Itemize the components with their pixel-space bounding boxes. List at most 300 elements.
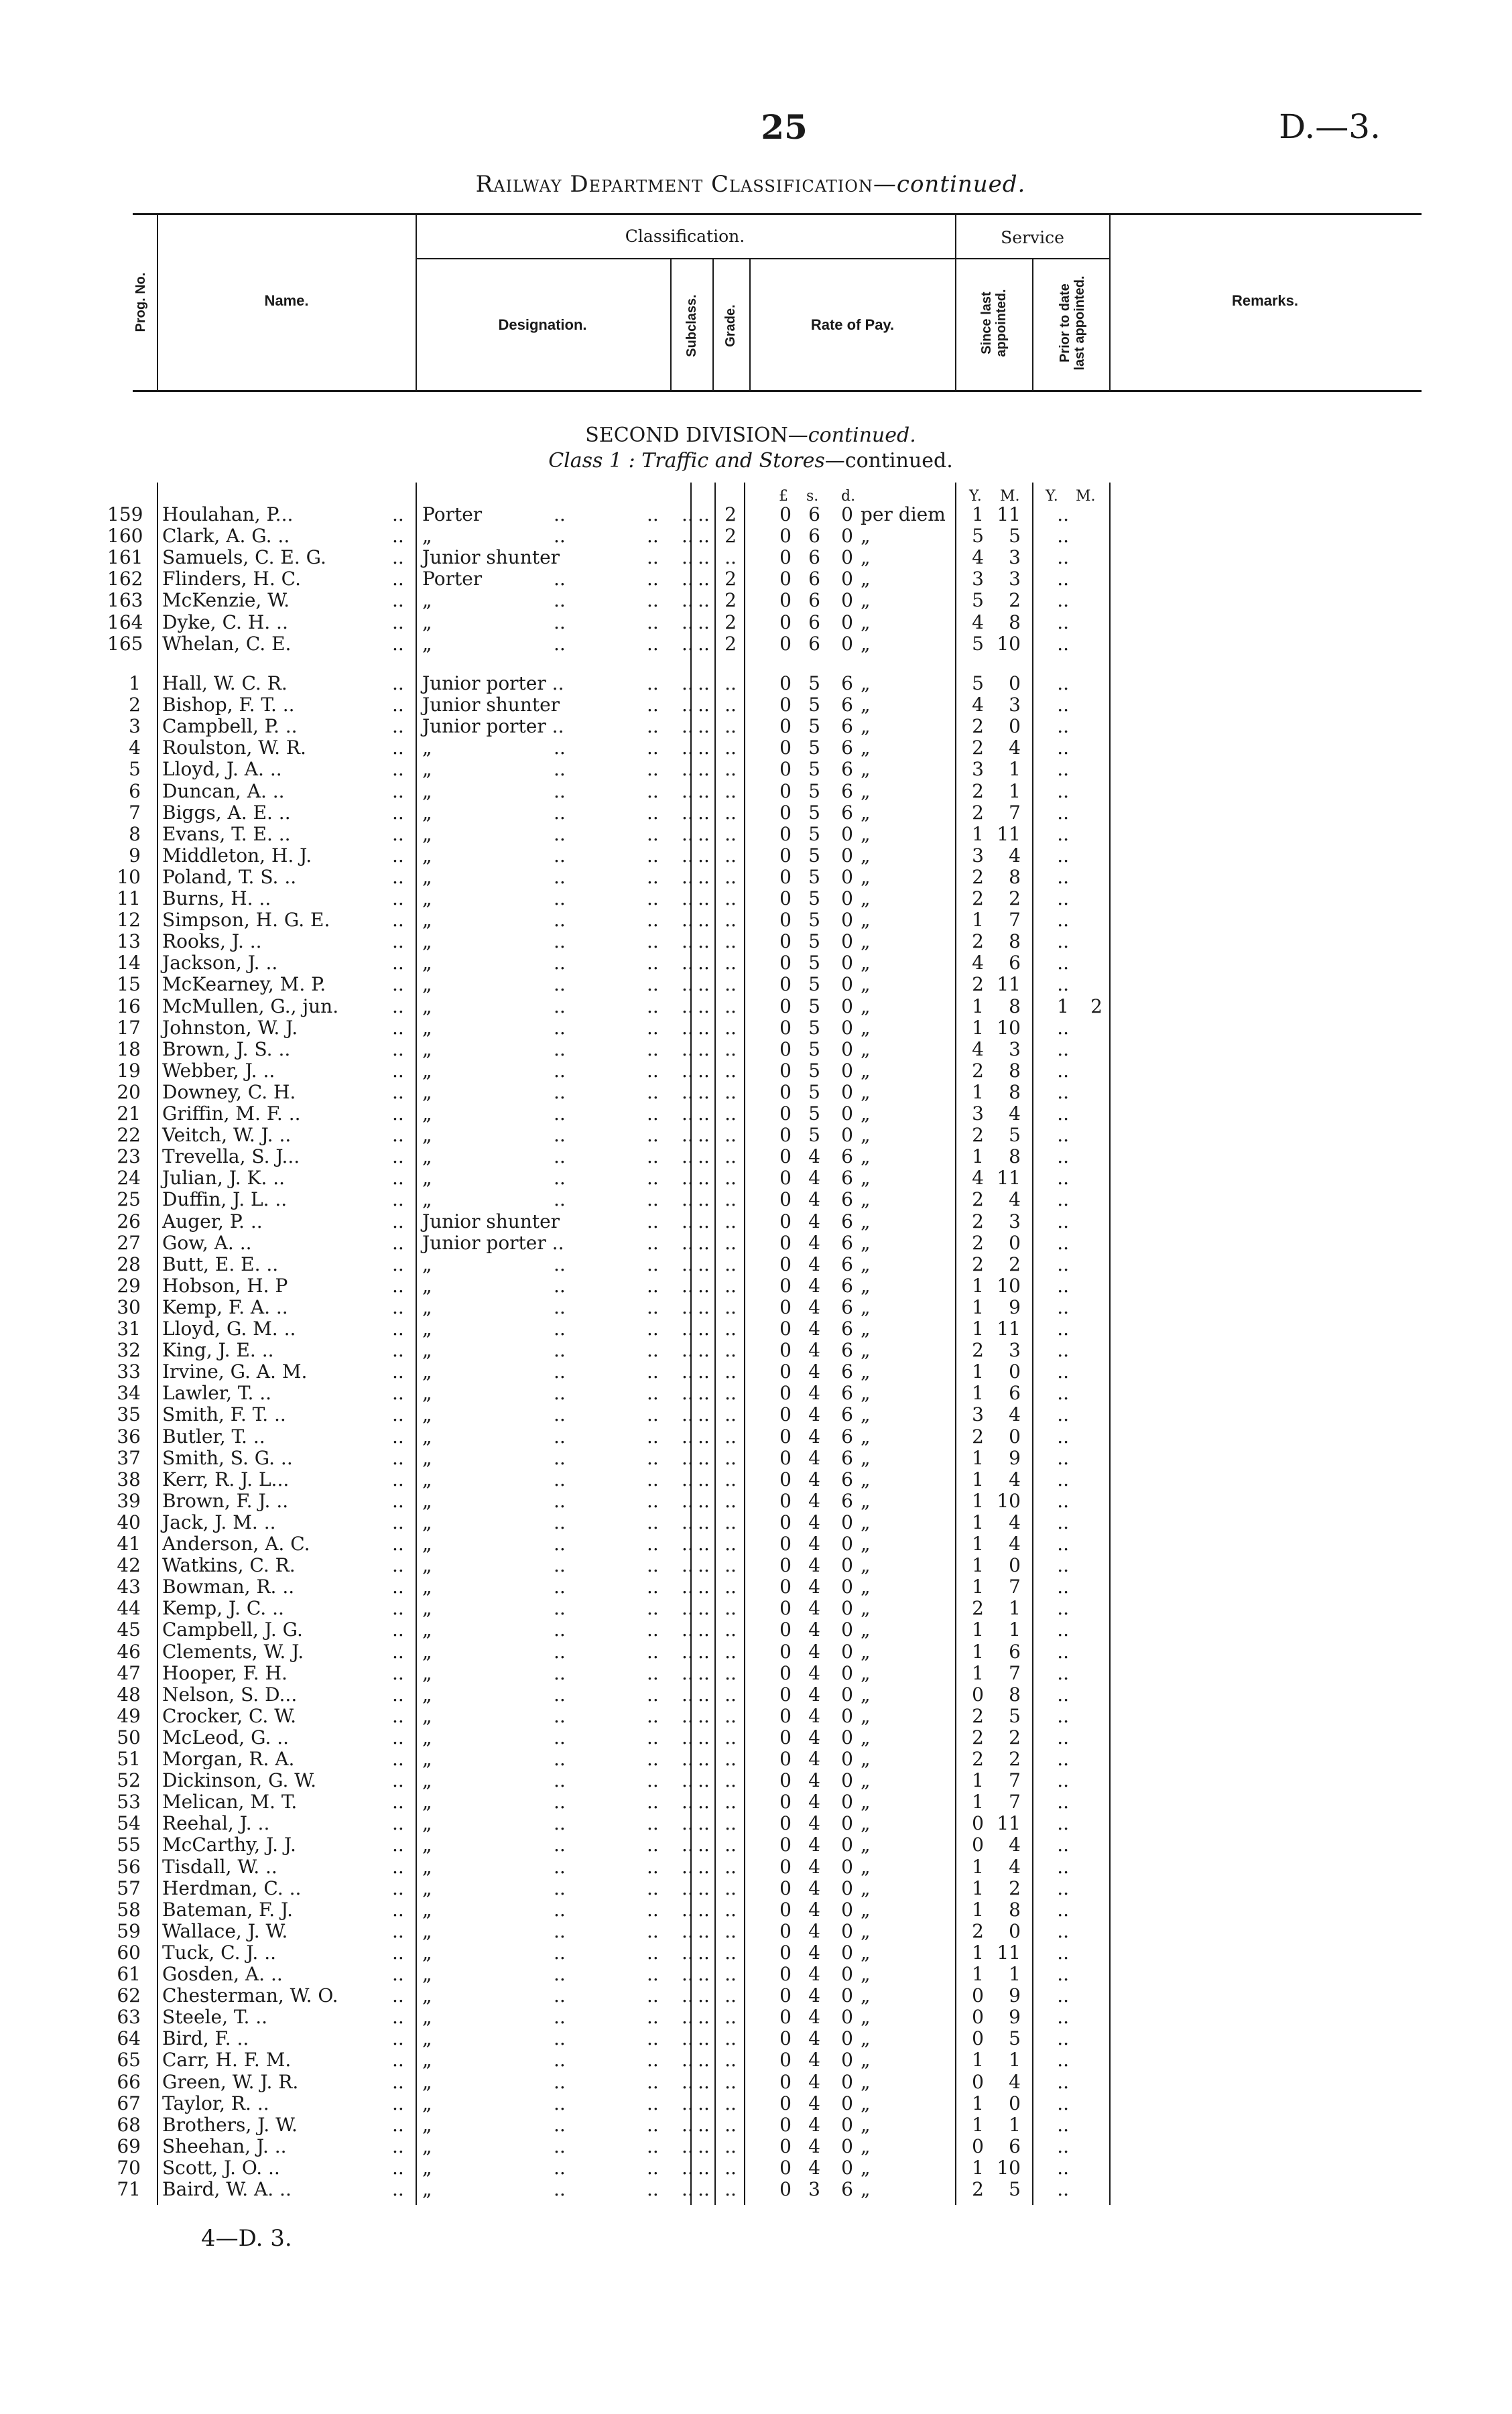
pay-pence: 0 <box>841 865 853 888</box>
leader-dots: .. <box>682 1511 694 1533</box>
leader-dots: .. <box>682 1102 694 1125</box>
employee-name: Taylor, R. .. <box>162 2092 269 2114</box>
service-years: 2 <box>972 2178 984 2200</box>
grade: .. <box>724 1661 737 1684</box>
prior-years: .. <box>1057 525 1069 548</box>
service-years: 0 <box>972 2135 984 2157</box>
pay-unit: „ <box>861 1360 871 1383</box>
subclass: .. <box>698 525 710 548</box>
employee-name: Duncan, A. .. <box>162 779 285 802</box>
subclass: .. <box>698 1748 710 1770</box>
grade: .. <box>724 1769 737 1792</box>
service-years: 1 <box>972 1554 984 1577</box>
prior-years: .. <box>1057 1554 1069 1577</box>
employee-name: Houlahan, P... <box>162 503 294 525</box>
unit-years-since: Y. <box>969 488 982 505</box>
employee-name: Trevella, S. J... <box>162 1145 300 1168</box>
service-years: 2 <box>972 1059 984 1082</box>
table-row <box>0 952 1512 974</box>
leader-dots: .. <box>647 2156 659 2179</box>
service-years: 1 <box>972 1468 984 1490</box>
designation: „ <box>422 1919 432 1942</box>
leader-dots: .. <box>647 525 659 548</box>
service-years: 5 <box>972 672 984 694</box>
service-years: 1 <box>972 1941 984 1964</box>
prior-years: .. <box>1057 1145 1069 1168</box>
subclass: .. <box>698 1210 710 1232</box>
employee-name: Bishop, F. T. .. <box>162 694 295 716</box>
pay-unit: „ <box>861 1167 871 1190</box>
prog-number: 29 <box>117 1274 141 1297</box>
leader-dots: .. <box>392 1748 404 1770</box>
grade: .. <box>724 822 737 845</box>
service-months: 10 <box>997 2156 1021 2179</box>
service-months: 2 <box>1009 1877 1021 1899</box>
grade: .. <box>724 1210 737 1232</box>
leader-dots: .. <box>647 1941 659 1964</box>
service-years: 4 <box>972 546 984 569</box>
pay-unit: „ <box>861 672 871 694</box>
leader-dots: .. <box>554 1360 566 1383</box>
section-class: Class 1 : <box>548 449 635 472</box>
designation: „ <box>422 1446 432 1469</box>
grade: .. <box>724 1403 737 1426</box>
pay-shillings: 5 <box>808 672 820 694</box>
pay-unit: „ <box>861 1210 871 1232</box>
leader-dots: .. <box>392 1360 404 1383</box>
table-row <box>0 716 1512 737</box>
leader-dots: .. <box>647 1963 659 1985</box>
employee-name: Johnston, W. J. <box>162 1016 298 1039</box>
prior-years: .. <box>1057 546 1069 569</box>
service-months: 5 <box>1009 1704 1021 1727</box>
employee-name: McKenzie, W. <box>162 589 290 612</box>
leader-dots: .. <box>647 1188 659 1211</box>
pay-shillings: 4 <box>808 2070 820 2093</box>
leader-dots: .. <box>647 1403 659 1426</box>
leader-dots: .. <box>647 1446 659 1469</box>
service-months: 11 <box>997 1318 1021 1340</box>
designation: „ <box>422 1102 432 1125</box>
subclass: .. <box>698 758 710 781</box>
pay-unit: „ <box>861 1834 871 1856</box>
employee-name: Whelan, C. E. <box>162 632 292 655</box>
pay-pounds: 0 <box>779 1984 792 2007</box>
leader-dots: .. <box>554 1877 566 1899</box>
pay-pence: 0 <box>841 1511 853 1533</box>
service-months: 5 <box>1009 525 1021 548</box>
leader-dots: .. <box>647 1037 659 1060</box>
leader-dots: .. <box>647 801 659 824</box>
service-months: 3 <box>1009 1037 1021 1060</box>
service-years: 1 <box>972 1016 984 1039</box>
pay-shillings: 4 <box>808 1274 820 1297</box>
pay-shillings: 5 <box>808 952 820 974</box>
pay-pence: 0 <box>841 930 853 953</box>
service-months: 4 <box>1009 1188 1021 1211</box>
leader-dots: .. <box>392 1145 404 1168</box>
grade: .. <box>724 2006 737 2029</box>
employee-name: Jackson, J. .. <box>162 952 278 974</box>
subclass: .. <box>698 1597 710 1620</box>
pay-unit: „ <box>861 1080 871 1103</box>
pay-unit: „ <box>861 865 871 888</box>
pay-pence: 0 <box>841 909 853 932</box>
prior-years: .. <box>1057 1188 1069 1211</box>
employee-name: Kemp, F. A. .. <box>162 1295 288 1318</box>
table-row <box>0 1490 1512 1512</box>
table-row <box>0 1985 1512 2007</box>
pay-unit: „ <box>861 1855 871 1878</box>
pay-shillings: 4 <box>808 1683 820 1706</box>
header-vrule <box>1032 259 1033 390</box>
grade: 2 <box>724 611 737 633</box>
prior-years: .. <box>1057 909 1069 932</box>
prog-number: 52 <box>117 1769 141 1792</box>
subclass: .. <box>698 779 710 802</box>
leader-dots: .. <box>647 503 659 525</box>
pay-pence: 6 <box>841 1167 853 1190</box>
leader-dots: .. <box>682 1791 694 1814</box>
service-months: 1 <box>1009 758 1021 781</box>
leader-dots: .. <box>554 503 566 525</box>
pay-unit: „ <box>861 1877 871 1899</box>
pay-pounds: 0 <box>779 1919 792 1942</box>
pay-unit: „ <box>861 758 871 781</box>
pay-shillings: 5 <box>808 1016 820 1039</box>
leader-dots: .. <box>647 1597 659 1620</box>
prior-years: .. <box>1057 1231 1069 1254</box>
pay-unit: „ <box>861 2070 871 2093</box>
leader-dots: .. <box>647 1295 659 1318</box>
pay-shillings: 4 <box>808 1425 820 1448</box>
header-vrule <box>749 259 751 390</box>
pay-pence: 0 <box>841 1769 853 1792</box>
prog-number: 15 <box>117 973 141 996</box>
pay-shillings: 6 <box>808 632 820 655</box>
leader-dots: .. <box>647 1511 659 1533</box>
pay-pounds: 0 <box>779 1425 792 1448</box>
pay-unit: „ <box>861 1898 871 1921</box>
grade: .. <box>724 1425 737 1448</box>
header-grade: Grade. <box>723 304 738 347</box>
designation: „ <box>422 1339 432 1362</box>
leader-dots: .. <box>682 1597 694 1620</box>
pay-unit: „ <box>861 822 871 845</box>
employee-name: Dickinson, G. W. <box>162 1769 317 1792</box>
designation: „ <box>422 2156 432 2179</box>
grade: .. <box>724 1683 737 1706</box>
pay-unit: „ <box>861 1339 871 1362</box>
leader-dots: .. <box>554 1167 566 1190</box>
employee-name: McCarthy, J. J. <box>162 1834 296 1856</box>
table-row <box>0 590 1512 611</box>
pay-pounds: 0 <box>779 887 792 909</box>
designation: „ <box>422 2070 432 2093</box>
employee-name: Biggs, A. E. .. <box>162 801 291 824</box>
service-months: 4 <box>1009 1403 1021 1426</box>
service-years: 1 <box>972 1145 984 1168</box>
prior-years: .. <box>1057 952 1069 974</box>
prior-years: .. <box>1057 589 1069 612</box>
leader-dots: .. <box>554 1618 566 1641</box>
service-months: 2 <box>1009 1253 1021 1275</box>
subclass: .. <box>698 822 710 845</box>
subclass: .. <box>698 2092 710 2114</box>
footer-note: 4—D. 3. <box>201 2225 292 2252</box>
pay-pence: 0 <box>841 887 853 909</box>
leader-dots: .. <box>682 525 694 548</box>
pay-pence: 0 <box>841 568 853 590</box>
pay-pence: 6 <box>841 737 853 759</box>
subclass: .. <box>698 1102 710 1125</box>
pay-pence: 0 <box>841 1855 853 1878</box>
leader-dots: .. <box>554 1274 566 1297</box>
table-row <box>0 781 1512 802</box>
pay-pounds: 0 <box>779 1295 792 1318</box>
prog-number: 7 <box>129 801 141 824</box>
leader-dots: .. <box>647 1877 659 1899</box>
leader-dots: .. <box>392 1877 404 1899</box>
grade: .. <box>724 2113 737 2136</box>
pay-shillings: 5 <box>808 737 820 759</box>
grade: .. <box>724 1167 737 1190</box>
service-months: 7 <box>1009 801 1021 824</box>
leader-dots: .. <box>682 973 694 996</box>
leader-dots: .. <box>682 1403 694 1426</box>
leader-dots: .. <box>554 952 566 974</box>
grade: .. <box>724 758 737 781</box>
pay-shillings: 4 <box>808 2113 820 2136</box>
leader-dots: .. <box>554 1769 566 1792</box>
employee-name: Samuels, C. E. G. <box>162 546 326 569</box>
table-row <box>0 2007 1512 2028</box>
employee-name: Hall, W. C. R. <box>162 672 288 694</box>
leader-dots: .. <box>682 2049 694 2072</box>
subclass: .. <box>698 930 710 953</box>
pay-unit: „ <box>861 1640 871 1663</box>
designation: „ <box>422 1403 432 1426</box>
designation: „ <box>422 1059 432 1082</box>
leader-dots: .. <box>392 865 404 888</box>
pay-pence: 6 <box>841 1188 853 1211</box>
service-years: 0 <box>972 1812 984 1835</box>
grade: .. <box>724 1963 737 1985</box>
grade: .. <box>724 1984 737 2007</box>
pay-pounds: 0 <box>779 930 792 953</box>
pay-unit: „ <box>861 1941 871 1964</box>
pay-unit: „ <box>861 1253 871 1275</box>
table-row <box>0 1791 1512 1813</box>
service-years: 0 <box>972 2070 984 2093</box>
prog-number: 18 <box>117 1037 141 1060</box>
pay-pounds: 0 <box>779 1597 792 1620</box>
pay-unit: „ <box>861 2135 871 2157</box>
leader-dots: .. <box>392 1468 404 1490</box>
grade: .. <box>724 1877 737 1899</box>
table-row <box>0 2179 1512 2200</box>
pay-pounds: 0 <box>779 1080 792 1103</box>
pay-shillings: 4 <box>808 1210 820 1232</box>
service-months: 8 <box>1009 865 1021 888</box>
service-months: 6 <box>1009 1382 1021 1405</box>
pay-pounds: 0 <box>779 672 792 694</box>
designation: „ <box>422 1037 432 1060</box>
pay-pounds: 0 <box>779 1037 792 1060</box>
leader-dots: .. <box>392 822 404 845</box>
pay-pence: 0 <box>841 1640 853 1663</box>
pay-pence: 0 <box>841 1576 853 1598</box>
leader-dots: .. <box>647 1318 659 1340</box>
leader-dots: .. <box>392 1984 404 2007</box>
service-months: 3 <box>1009 1210 1021 1232</box>
table-row <box>0 1404 1512 1425</box>
service-years: 1 <box>972 2092 984 2114</box>
prior-years: .. <box>1057 801 1069 824</box>
leader-dots: .. <box>392 1188 404 1211</box>
pay-pence: 6 <box>841 1145 853 1168</box>
prior-years: .. <box>1057 1941 1069 1964</box>
leader-dots: .. <box>647 952 659 974</box>
pay-pounds: 0 <box>779 1661 792 1684</box>
employee-name: Rooks, J. .. <box>162 930 262 953</box>
pay-shillings: 5 <box>808 1080 820 1103</box>
leader-dots: .. <box>392 844 404 867</box>
prior-years: .. <box>1057 1919 1069 1942</box>
designation: „ <box>422 589 432 612</box>
leader-dots: .. <box>682 1446 694 1469</box>
subclass: .. <box>698 737 710 759</box>
prior-years: .. <box>1057 2027 1069 2050</box>
table-row <box>0 1770 1512 1791</box>
subclass: .. <box>698 2156 710 2179</box>
subclass: .. <box>698 1403 710 1426</box>
pay-unit: „ <box>861 1446 871 1469</box>
prior-years: .. <box>1057 737 1069 759</box>
pay-unit: „ <box>861 632 871 655</box>
leader-dots: .. <box>682 930 694 953</box>
service-months: 8 <box>1009 1683 1021 1706</box>
pay-pence: 0 <box>841 1661 853 1684</box>
pay-shillings: 3 <box>808 2178 820 2200</box>
service-years: 1 <box>972 822 984 845</box>
prog-number: 9 <box>129 844 141 867</box>
prior-years: .. <box>1057 1511 1069 1533</box>
leader-dots: .. <box>682 568 694 590</box>
page-number: 25 <box>761 107 808 147</box>
service-years: 1 <box>972 1855 984 1878</box>
prior-years: 1 <box>1057 995 1069 1017</box>
service-months: 2 <box>1009 887 1021 909</box>
table-row <box>0 1297 1512 1318</box>
pay-pounds: 0 <box>779 1102 792 1125</box>
table-row <box>0 1146 1512 1167</box>
employee-name: Smith, S. G. .. <box>162 1446 293 1469</box>
service-years: 1 <box>972 1576 984 1598</box>
leader-dots: .. <box>647 887 659 909</box>
service-months: 8 <box>1009 930 1021 953</box>
pay-shillings: 4 <box>808 1167 820 1190</box>
pay-pence: 0 <box>841 1963 853 1985</box>
grade: 2 <box>724 589 737 612</box>
leader-dots: .. <box>392 1618 404 1641</box>
table-row <box>0 2093 1512 2114</box>
service-years: 2 <box>972 1124 984 1147</box>
leader-dots: .. <box>392 1231 404 1254</box>
service-years: 1 <box>972 1661 984 1684</box>
table-row <box>0 1942 1512 1964</box>
pay-unit: „ <box>861 1597 871 1620</box>
prog-number: 10 <box>117 865 141 888</box>
leader-dots: .. <box>682 1274 694 1297</box>
prior-years: .. <box>1057 1403 1069 1426</box>
pay-unit: „ <box>861 1188 871 1211</box>
pay-unit: „ <box>861 1425 871 1448</box>
prior-years: .. <box>1057 1812 1069 1835</box>
designation: „ <box>422 1618 432 1641</box>
service-years: 1 <box>972 1791 984 1814</box>
service-years: 1 <box>972 1898 984 1921</box>
pay-unit: „ <box>861 1318 871 1340</box>
leader-dots: .. <box>392 1919 404 1942</box>
pay-pounds: 0 <box>779 1188 792 1211</box>
leader-dots: .. <box>392 952 404 974</box>
pay-unit: „ <box>861 2027 871 2050</box>
subclass: .. <box>698 1877 710 1899</box>
pay-pounds: 0 <box>779 1511 792 1533</box>
employee-name: Hooper, F. H. <box>162 1661 288 1684</box>
prog-number: 71 <box>117 2178 141 2200</box>
employee-name: McMullen, G., jun. <box>162 995 339 1017</box>
header-vrule <box>670 259 672 390</box>
prog-number: 25 <box>117 1188 141 1211</box>
table-row <box>0 802 1512 824</box>
pay-unit: „ <box>861 2092 871 2114</box>
pay-unit: „ <box>861 1769 871 1792</box>
service-months: 5 <box>1009 2178 1021 2200</box>
service-years: 2 <box>972 779 984 802</box>
prog-number: 27 <box>117 1231 141 1254</box>
pay-pence: 0 <box>841 1704 853 1727</box>
grade: .. <box>724 2070 737 2093</box>
pay-pence: 0 <box>841 1102 853 1125</box>
table-row <box>0 1641 1512 1663</box>
leader-dots: .. <box>554 1661 566 1684</box>
prog-number: 163 <box>107 589 143 612</box>
designation: „ <box>422 1597 432 1620</box>
pay-shillings: 4 <box>808 1489 820 1512</box>
table-row <box>0 1125 1512 1146</box>
prog-number: 62 <box>117 1984 141 2007</box>
employee-name: Sheehan, J. .. <box>162 2135 287 2157</box>
pay-pence: 0 <box>841 2049 853 2072</box>
leader-dots: .. <box>392 1855 404 1878</box>
leader-dots: .. <box>682 1145 694 1168</box>
pay-unit: „ <box>861 611 871 633</box>
leader-dots: .. <box>554 930 566 953</box>
employee-name: Bowman, R. .. <box>162 1576 295 1598</box>
service-years: 2 <box>972 973 984 996</box>
table-row <box>0 504 1512 525</box>
service-months: 0 <box>1009 1425 1021 1448</box>
prior-years: .. <box>1057 1274 1069 1297</box>
leader-dots: .. <box>682 887 694 909</box>
leader-dots: .. <box>647 1554 659 1577</box>
prior-years: .. <box>1057 1855 1069 1878</box>
leader-dots: .. <box>392 1318 404 1340</box>
leader-dots: .. <box>392 2027 404 2050</box>
designation: „ <box>422 2006 432 2029</box>
